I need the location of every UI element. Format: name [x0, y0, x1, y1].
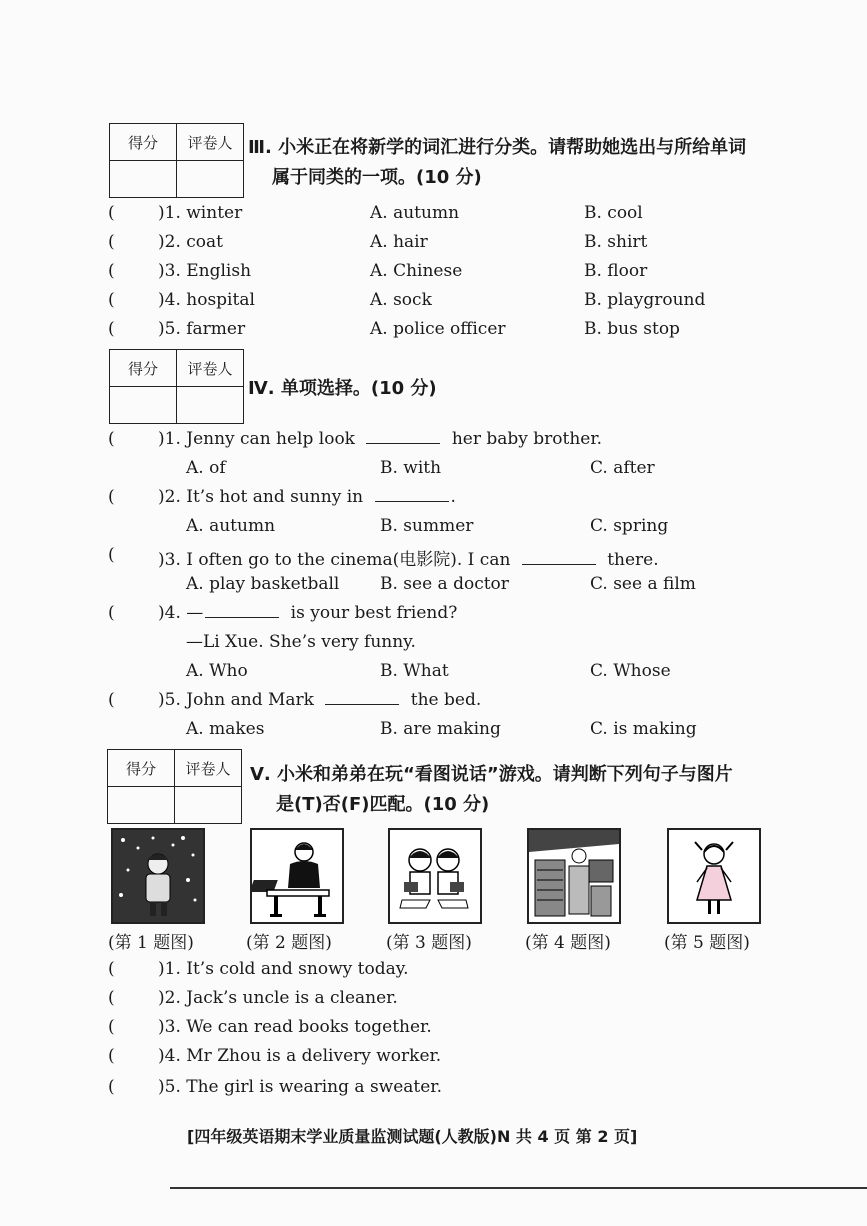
option-a: A. sock: [370, 290, 432, 310]
answer-paren[interactable]: (: [108, 261, 115, 281]
answer-paren[interactable]: (: [108, 690, 115, 710]
answer-paren[interactable]: (: [108, 319, 115, 339]
score-label: 得分: [110, 350, 177, 387]
question-text: )2. It’s hot and sunny in: [158, 487, 364, 507]
question-text: )4. hospital: [158, 290, 255, 310]
statement-text: )2. Jack’s uncle is a cleaner.: [158, 988, 398, 1008]
score-cell[interactable]: [108, 787, 175, 824]
question-text: )5. John and Mark: [158, 690, 314, 710]
question-stem: [158, 429, 602, 449]
snowy-boy-picture: [111, 828, 205, 924]
option-c: C. is making: [590, 719, 697, 739]
statement-text: )5. The girl is wearing a sweater.: [158, 1077, 442, 1097]
grader-cell[interactable]: [177, 161, 244, 198]
answer-paren[interactable]: (: [108, 959, 115, 979]
reading-kids-picture: [388, 828, 482, 924]
answer-paren[interactable]: (: [108, 290, 115, 310]
page-footer: [四年级英语期末学业质量监测试题(人教版)N 共 4 页 第 2 页]: [187, 1127, 638, 1146]
statement-text: )4. Mr Zhou is a delivery worker.: [158, 1046, 442, 1066]
option-b: B. with: [380, 458, 442, 478]
answer-paren[interactable]: (: [108, 988, 115, 1008]
question-text: )4. —: [158, 603, 204, 623]
answer-blank[interactable]: [366, 429, 440, 444]
picture-caption: (第 1 题图): [108, 933, 194, 953]
option-b: B. shirt: [584, 232, 648, 252]
question-text: )3. English: [158, 261, 252, 281]
question-text-end: .: [450, 487, 456, 507]
option-b: B. summer: [380, 516, 474, 536]
picture-caption: (第 4 题图): [525, 933, 611, 953]
girl-dress-picture: [667, 828, 761, 924]
option-c: C. Whose: [590, 661, 671, 681]
question-text-end: the bed.: [410, 690, 482, 710]
option-c: C. spring: [590, 516, 669, 536]
dialogue-reply: —Li Xue. She’s very funny.: [186, 632, 416, 652]
delivery-picture: [527, 828, 621, 924]
option-a: A. play basketball: [186, 574, 340, 594]
answer-paren[interactable]: (: [108, 545, 115, 565]
option-b: B. What: [380, 661, 449, 681]
statement-text: )1. It’s cold and snowy today.: [158, 959, 409, 979]
answer-paren[interactable]: (: [108, 429, 115, 449]
picture-caption: (第 2 题图): [246, 933, 332, 953]
section5-title: Ⅴ. 小米和弟弟在玩“看图说话”游戏。请判断下列句子与图片: [250, 764, 733, 785]
grader-cell[interactable]: [175, 787, 242, 824]
score-box-3: [109, 123, 244, 198]
option-c: C. after: [590, 458, 655, 478]
option-b: B. floor: [584, 261, 648, 281]
score-label: 得分: [110, 124, 177, 161]
option-a: A. makes: [186, 719, 265, 739]
section5-title-2: 是(T)否(F)匹配。(10 分): [276, 794, 490, 815]
desk-worker-picture: [250, 828, 344, 924]
question-text: )3. I often go to the cinema(电影院). I can: [158, 550, 511, 570]
option-b: B. see a doctor: [380, 574, 509, 594]
answer-paren[interactable]: (: [108, 232, 115, 252]
option-c: C. see a film: [590, 574, 696, 594]
question-text: )1. winter: [158, 203, 243, 223]
score-box-5: [107, 749, 242, 824]
grader-label: 评卷人: [175, 750, 242, 787]
answer-paren[interactable]: (: [108, 1017, 115, 1037]
score-cell[interactable]: [110, 161, 177, 198]
answer-paren[interactable]: (: [108, 203, 115, 223]
question-text-end: is your best friend?: [290, 603, 458, 623]
grader-cell[interactable]: [177, 387, 244, 424]
answer-paren[interactable]: (: [108, 1077, 115, 1097]
option-a: A. autumn: [370, 203, 460, 223]
option-a: A. Chinese: [370, 261, 463, 281]
question-text-end: her baby brother.: [451, 429, 603, 449]
question-stem: [158, 545, 659, 570]
picture-caption: (第 3 题图): [386, 933, 472, 953]
option-a: A. autumn: [186, 516, 276, 536]
grader-label: 评卷人: [177, 350, 244, 387]
question-text: )5. farmer: [158, 319, 246, 339]
picture-caption: (第 5 题图): [664, 933, 750, 953]
score-cell[interactable]: [110, 387, 177, 424]
option-a: A. of: [186, 458, 226, 478]
section3-title-2: 属于同类的一项。(10 分): [272, 167, 482, 188]
answer-paren[interactable]: (: [108, 1046, 115, 1066]
question-stem: [158, 690, 481, 710]
option-a: A. Who: [186, 661, 248, 681]
question-text: )2. coat: [158, 232, 223, 252]
answer-paren[interactable]: (: [108, 487, 115, 507]
option-b: B. playground: [584, 290, 706, 310]
grader-label: 评卷人: [177, 124, 244, 161]
option-b: B. cool: [584, 203, 643, 223]
answer-paren[interactable]: (: [108, 603, 115, 623]
option-a: A. police officer: [370, 319, 506, 339]
option-a: A. hair: [370, 232, 428, 252]
option-b: B. bus stop: [584, 319, 680, 339]
section4-title: Ⅳ. 单项选择。(10 分): [248, 378, 437, 399]
section3-title: Ⅲ. 小米正在将新学的词汇进行分类。请帮助她选出与所给单词: [248, 137, 747, 158]
score-label: 得分: [108, 750, 175, 787]
option-b: B. are making: [380, 719, 501, 739]
bottom-divider: [170, 1187, 867, 1189]
question-text: )1. Jenny can help look: [158, 429, 355, 449]
answer-blank[interactable]: [325, 690, 399, 705]
question-stem: [158, 603, 457, 623]
answer-blank[interactable]: [205, 603, 279, 618]
question-text-end: there.: [607, 550, 659, 570]
question-stem: [158, 487, 456, 507]
answer-blank[interactable]: [375, 487, 449, 502]
answer-blank[interactable]: [522, 550, 596, 565]
statement-text: )3. We can read books together.: [158, 1017, 432, 1037]
score-box-4: [109, 349, 244, 424]
